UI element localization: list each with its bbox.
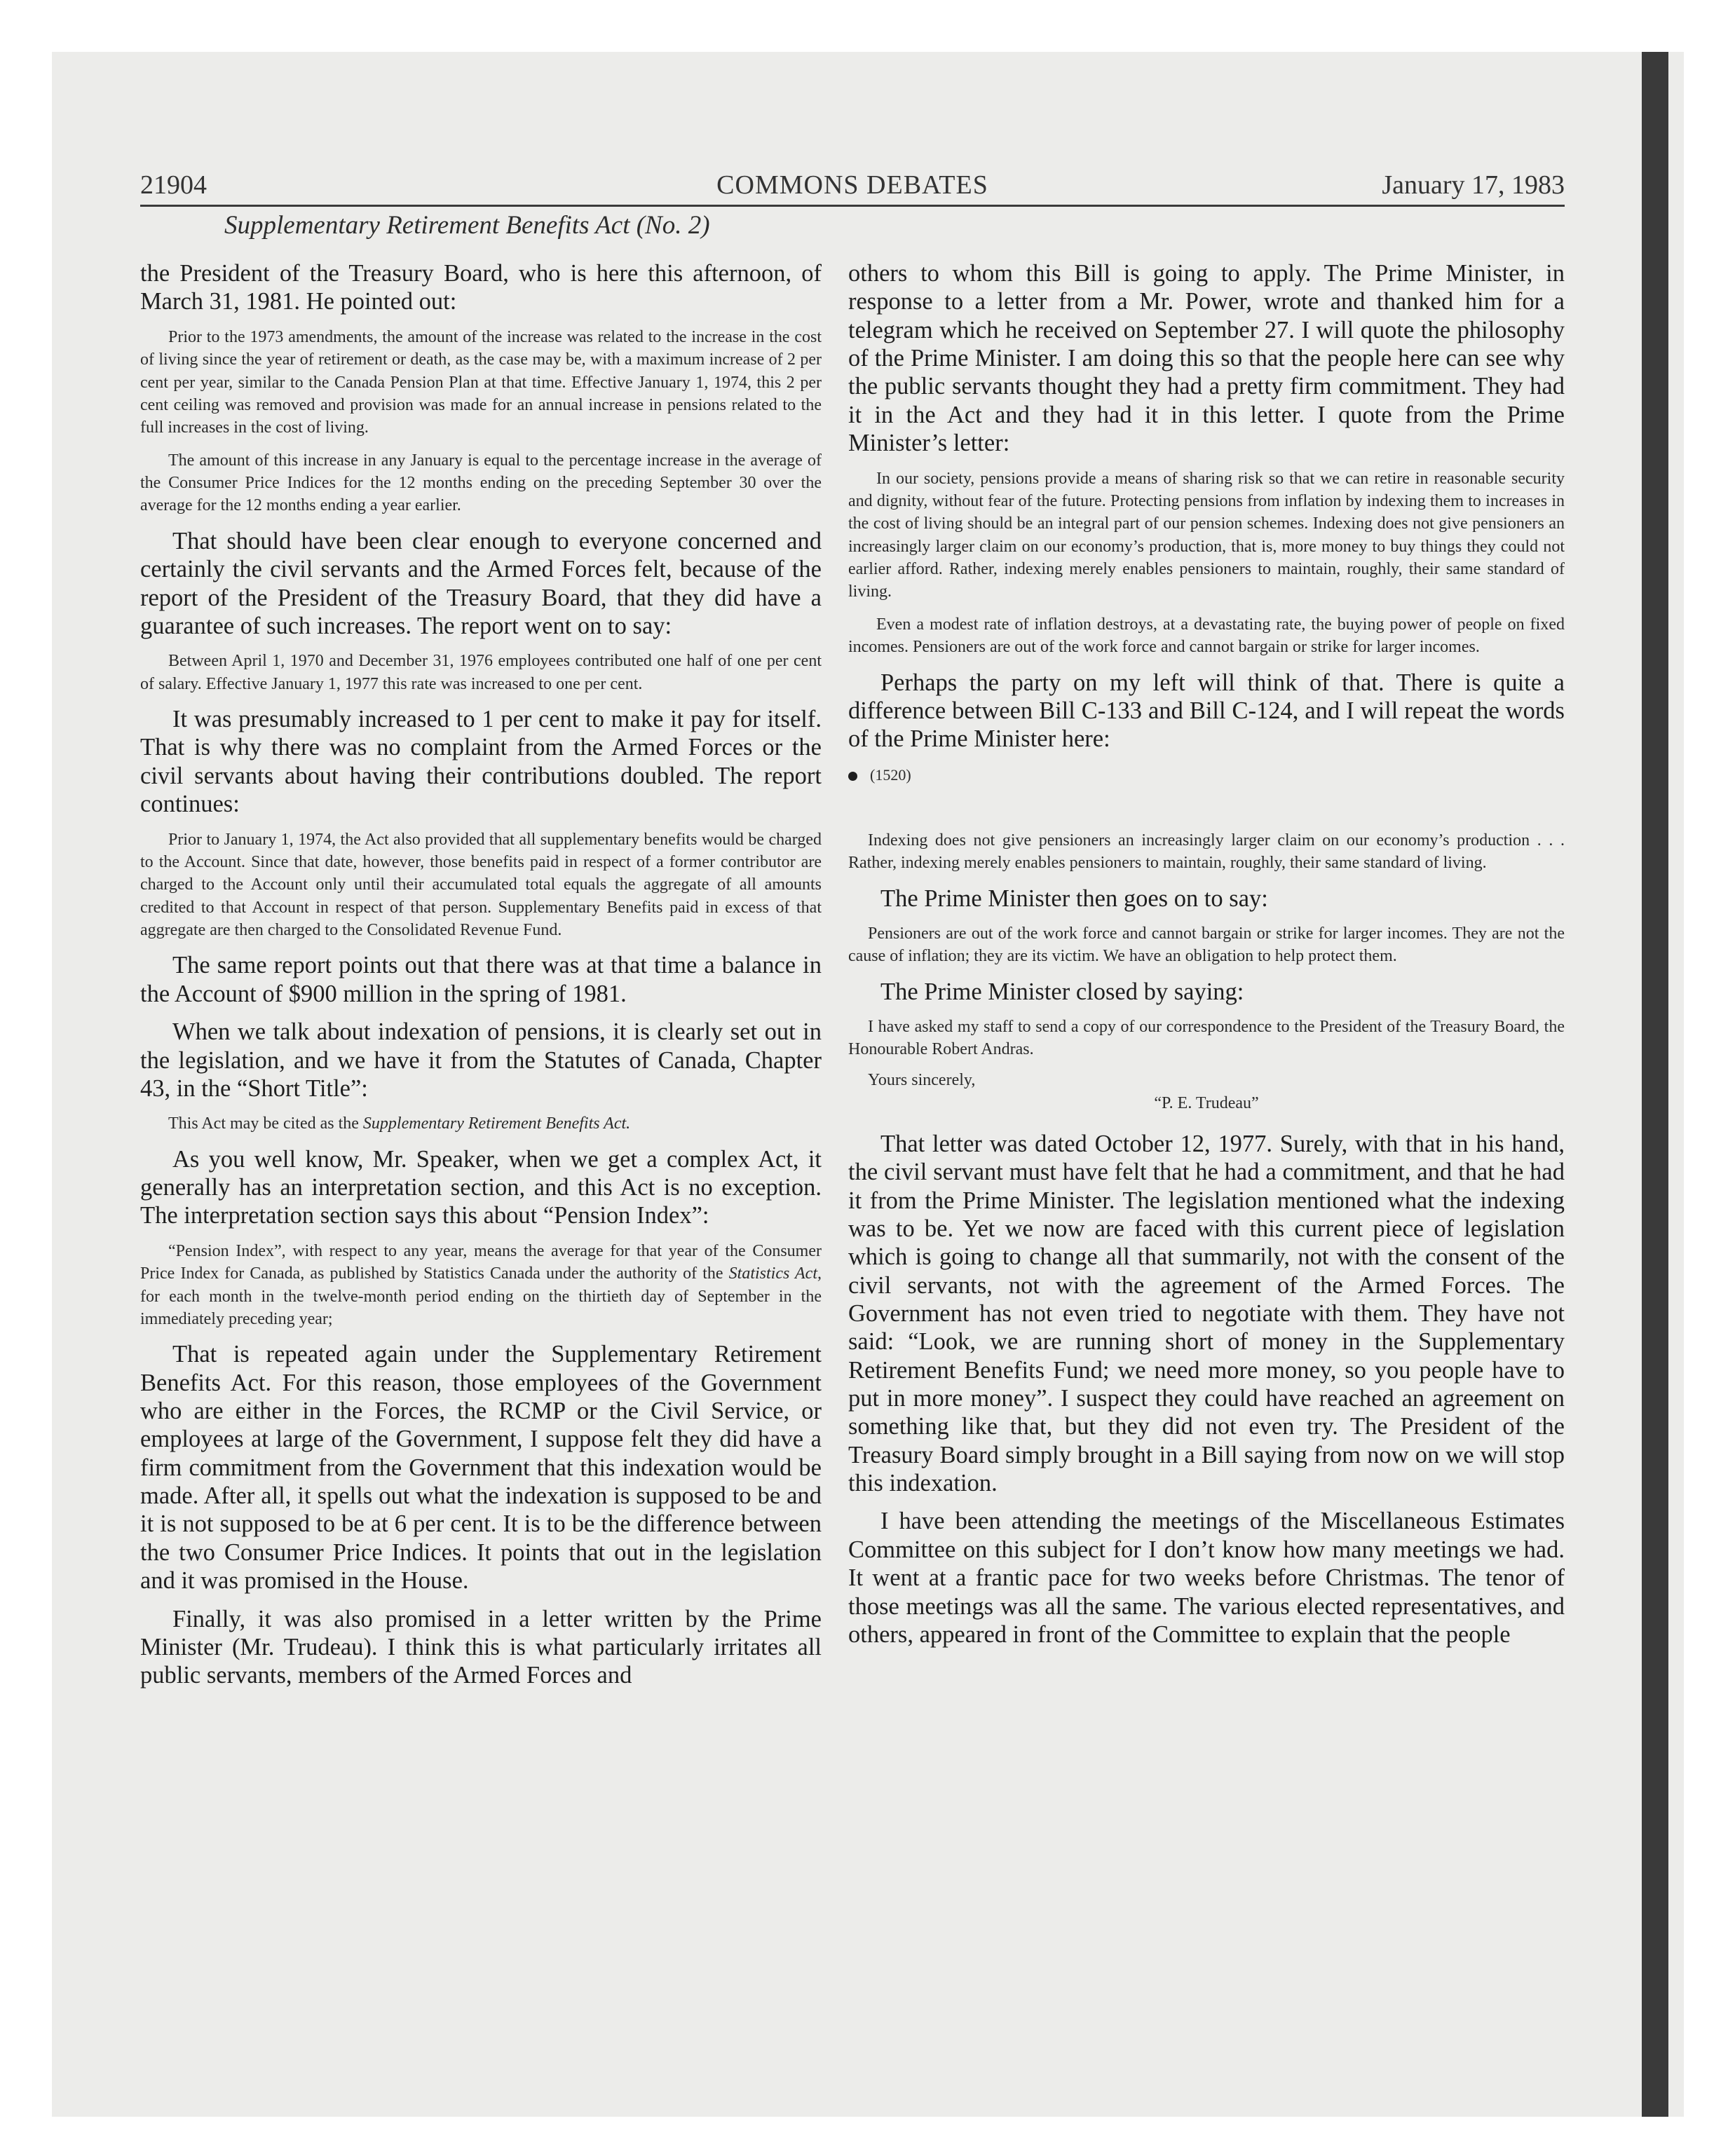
act-title: Supplementary Retirement Benefits Act. [362,1114,631,1133]
paragraph: When we talk about indexation of pensions, it is clearly set out in the legislation, and we have it from the Statutes of Canada, Chapter 43, in the “Short Title”: [140,1018,822,1102]
paragraph: The same report points out that there was at that time a balance in the Account of $900 million in the spring of 1981. [140,952,822,1007]
paragraph: Finally, it was also promised in a letter written by the Prime Minister (Mr. Trudeau). I think this is what particularly irritates all public servants, members of the Armed Forces and [140,1605,822,1689]
quotation: Between April 1, 1970 and December 31, 1976 employees contributed one half of one per cent of salary. Effective January 1, 1977 this rate was increased to one per cent. [140,652,822,693]
quotation: Even a modest rate of inflation destroys, at a devastating rate, the buying power of people on fixed incomes. Pensioners are out of the work force and cannot bargain or strike for larger incomes. [848,615,1565,657]
act-title: Statistics Act, [728,1264,822,1283]
paragraph: That should have been clear enough to everyone concerned and certainly the civil servants and the Armed Forces felt, because of the report of the President of the Treasury Board, that they did have a guarantee of such increases. The report went on to say: [140,527,822,639]
paragraph: The Prime Minister closed by saying: [880,978,1244,1005]
paragraph: As you well know, Mr. Speaker, when we get a complex Act, it generally has an interpretation section, and this Act is no exception. The interpretation section says this about “Pension Index”: [140,1145,822,1229]
quotation: Prior to the 1973 amendments, the amount of the increase was related to the increase in the cost of living since the year of retirement or death, as the case may be, with a maximum increase of 2 per cent per year, similar to the Canada Pension Plan at that time. Effective January 1, 1974, this 2 per cent ceiling was removed and provision was made for an annual increase in pensions related to the full increases in the cost of living. [140,327,822,437]
paragraph: That letter was dated October 12, 1977. Surely, with that in his hand, the civil servant must have felt that he had a commitment, and that he had it from the Prime Minister. The legislation mentioned what the indexing was to be. Yet we now are faced with this current piece of legislation which is going to change all that summarily, not with the consent of the civil servants, not with the agreement of the Armed Forces. The Government has not even tried to negotiate with them. They have not said: “Look, we are running short of money in the Supplementary Retirement Benefits Fund; we need more money, so you people have to put in more money”. I suspect they could have reached an agreement on something like that, but they did not even try. The President of the Treasury Board simply brought in a Bill saying from now on we will stop this indexation. [848,1130,1565,1497]
quotation: Pensioners are out of the work force and cannot bargain or strike for larger incomes. They are not the cause of inflation; they are its victim. We have an obligation to help protect them. [848,924,1565,966]
quotation [140,1112,822,1135]
paragraph: It was presumably increased to 1 per cent to make it pay for itself. That is why there was no complaint from the Armed Forces or the civil servants about having their contributions doubled. The report continues: [140,706,822,818]
letter-signature: “P. E. Trudeau” [1154,1093,1259,1112]
quote-text: This Act may be cited as the [168,1114,363,1133]
quotation: The amount of this increase in any January is equal to the percentage increase in the average of the Consumer Price Indices for the 12 months ending on the preceding September 30 over the average for the 12 months ending a year earlier. [140,451,822,515]
quotation: Indexing does not give pensioners an increasingly larger claim on our economy’s production . . . Rather, indexing merely enables pensioners to maintain, roughly, their same standard of living. [848,831,1565,873]
paragraph: others to whom this Bill is going to apply. The Prime Minister, in response to a letter from a Mr. Power, wrote and thanked him for a telegram which he received on September 27. I will quote the philosophy of the Prime Minister. I am doing this so that the people here can see why the public servants thought they had a pretty firm commitment. They had it in the Act and they had it in this letter. I quote from the Prime Minister’s letter: [848,260,1565,457]
timestamp-text: (1520) [870,765,911,784]
paragraph: That is repeated again under the Supplementary Retirement Benefits Act. For this reason, those employees of the Government who are either in the Forces, the RCMP or the Civil Service, or employees at large of the Government, I suppose felt they did have a firm commitment from the Government that this indexation would be made. After all, it spells out what the indexation is supposed to be and it is not supposed to be at 6 per cent. It is to be the difference between the two Consumer Price Indices. It points that out in the legislation and it was promised in the House. [140,1341,822,1595]
timestamp [848,766,1565,784]
scan-edge-bar [1642,52,1668,2117]
paragraph: I have been attending the meetings of the Miscellaneous Estimates Committee on this subject for I don’t know how many meetings we had. It went at a frantic pace for two weeks before Christmas. The tenor of those meetings was all the same. The various elected representatives, and others, appeared in front of the Committee to explain that the people [848,1508,1565,1648]
journal-title: COMMONS DEBATES [716,170,988,200]
left-column [140,259,822,1700]
bullet-icon [848,772,857,781]
bill-title: Supplementary Retirement Benefits Act (No. 2) [224,211,710,240]
paragraph: Perhaps the party on my left will think of that. There is quite a difference between Bill C-133 and Bill C-124, and I will repeat the words of the Prime Minister here: [848,669,1565,753]
page-header [140,165,1565,207]
quotation [140,1240,822,1331]
quotation: Prior to January 1, 1974, the Act also provided that all supplementary benefits would be charged to the Account. Since that date, however, those benefits paid in respect of a former contributor are charged to the Account only until their accumulated total equals the aggregate of all amounts credited to that Account in respect of that person. Supplementary Benefits paid in excess of that aggregate are then charged to the Consolidated Revenue Fund. [140,830,822,940]
quotation: I have asked my staff to send a copy of our correspondence to the President of the Treasury Board, the Honourable Robert Andras. [848,1018,1565,1059]
paragraph: The Prime Minister then goes on to say: [880,885,1268,912]
quote-text: for each month in the twelve-month period ending on the thirtieth day of September in the immediately preceding year; [140,1287,822,1328]
letter-closing: Yours sincerely, [868,1070,976,1089]
header-date: January 17, 1983 [1382,170,1565,200]
quote-text: “Pension Index”, with respect to any year, means the average for that year of the Consumer Price Index for Canada, as published by Statistics Canada under the authority of the [140,1241,822,1283]
quotation: In our society, pensions provide a means of sharing risk so that we can retire in reasonable security and dignity, without fear of the future. Protecting pensions from inflation by indexing them to increases in the cost of living should be an integral part of our pension schemes. Indexing does not give pensioners an increasingly larger claim on our economy’s production, that is, more money to buy things they could not earlier afford. Rather, indexing merely enables pensioners to maintain, roughly, their same standard of living. [848,469,1565,601]
page-number: 21904 [140,170,207,200]
right-column [848,259,1565,1658]
paragraph: the President of the Treasury Board, who is here this afternoon, of March 31, 1981. He pointed out: [140,260,822,315]
